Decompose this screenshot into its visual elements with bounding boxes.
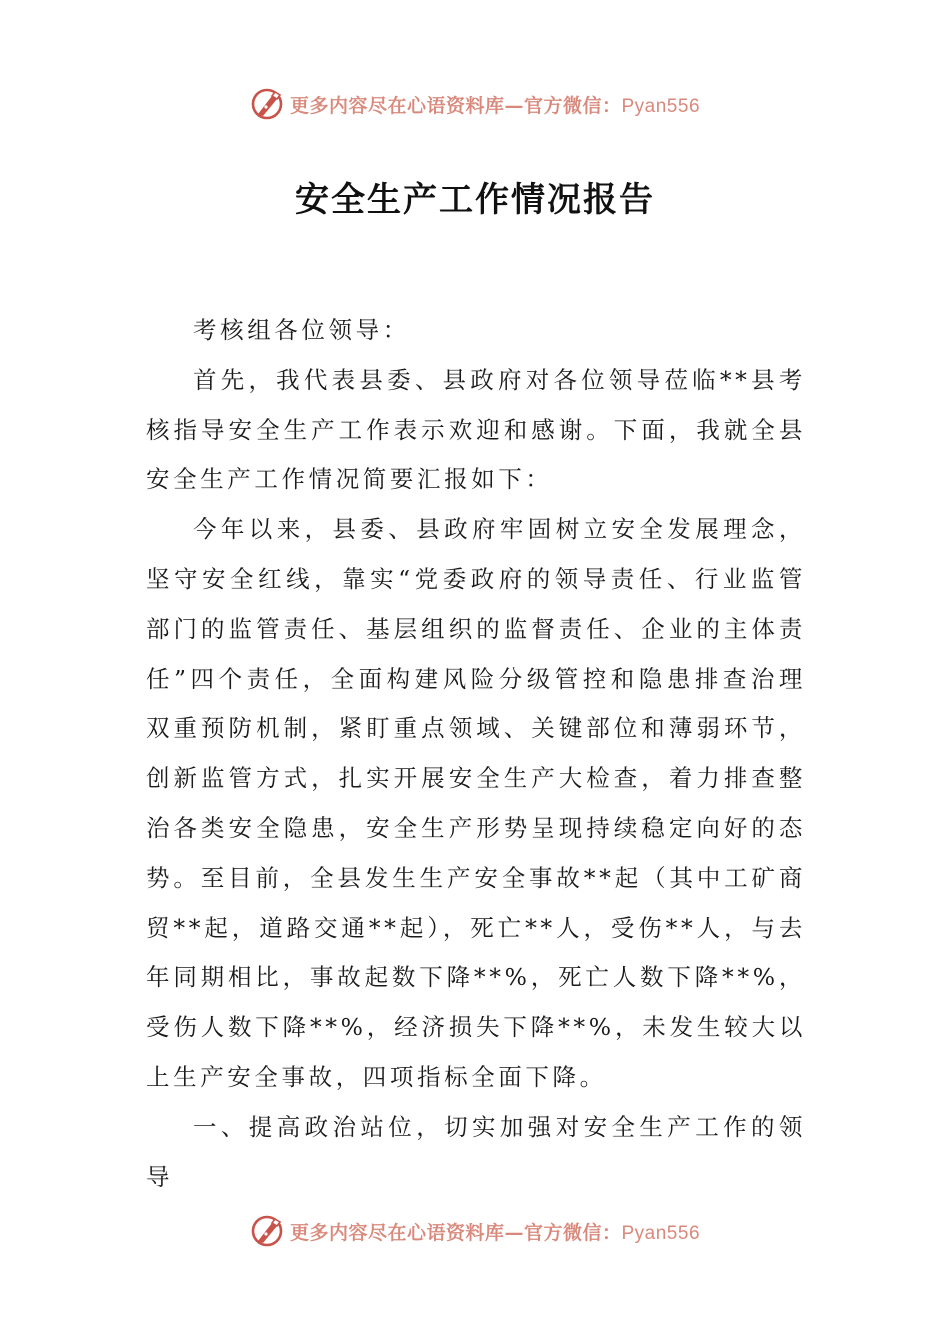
- paragraph-intro: 首先，我代表县委、县政府对各位领导莅临**县考核指导安全生产工作表示欢迎和感谢。下面，我就全县安全生产工作情况简要汇报如下：: [146, 365, 806, 494]
- watermark-text-cn: 更多内容尽在心语资料库—官方微信：: [289, 1221, 622, 1244]
- watermark-wechat-id: Pyan556: [621, 95, 701, 117]
- section-heading-1: 一、提高政治站位，切实加强对安全生产工作的领导: [146, 1112, 806, 1191]
- salutation: 考核组各位领导：: [193, 316, 410, 344]
- watermark-text-cn: 更多内容尽在心语资料库—官方微信：: [289, 94, 622, 117]
- paragraph-summary: 今年以来，县委、县政府牢固树立安全发展理念，坚守安全红线，靠实“党委政府的领导责任、行业监管部门的监管责任、基层组织的监督责任、企业的主体责任”四个责任，全面构建风险分级管控和隐患排查治理双重预防机制，紧盯重点领域、关键部位和薄弱环节，创新监管方式，扎实开展安全生产大检查，着力排查整治各类安全隐患，安全生产形势呈现持续稳定向好的态势。至目前，全县发生生产安全事故**起（其中工矿商贸**起，道路交通**起），死亡**人，受伤**人，与去年同期相比，事故起数下降**%，死亡人数下降**%，受伤人数下降**%，经济损失下降**%，未发生较大以上生产安全事故，四项指标全面下降。: [146, 515, 806, 1091]
- document-body: [146, 306, 806, 1202]
- watermark-wechat-id: Pyan556: [621, 1222, 701, 1244]
- document-title: 安全生产工作情况报告: [295, 180, 655, 220]
- pen-nib-logo-icon: [250, 87, 284, 121]
- watermark-text: [290, 91, 700, 118]
- watermark-footer: [0, 1211, 950, 1251]
- watermark-text: [290, 1218, 700, 1245]
- pen-nib-logo-icon: [250, 1214, 284, 1248]
- watermark-header: [0, 84, 950, 124]
